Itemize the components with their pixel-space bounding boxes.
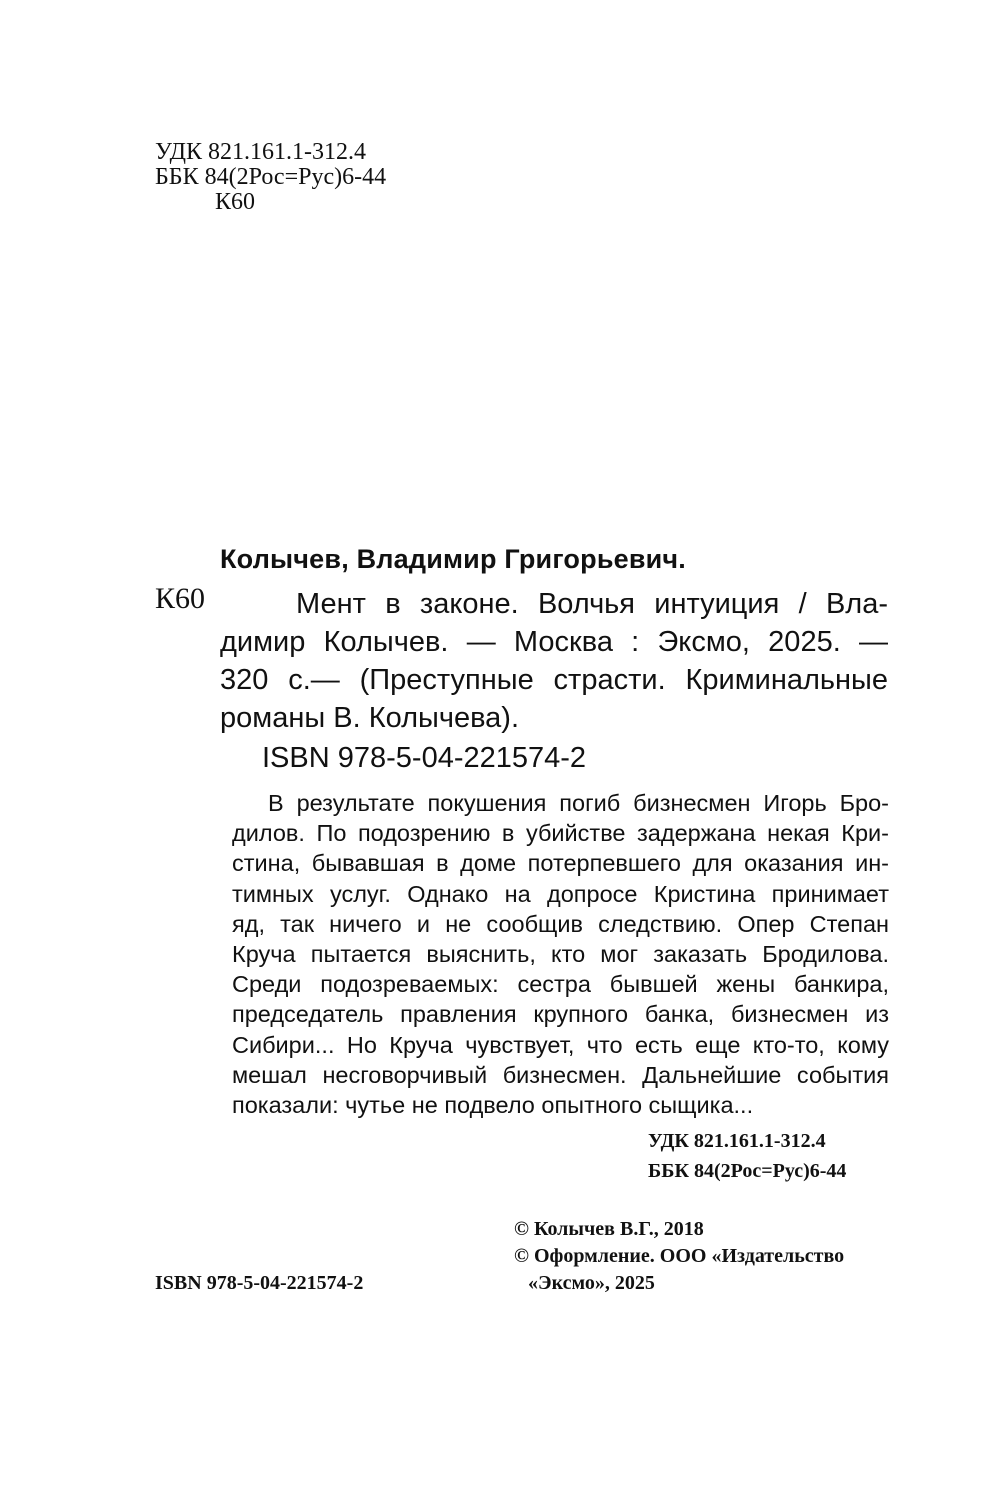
annotation-line: председатель правления крупного банка, бизнесмен из [232, 1001, 889, 1028]
record-author-mark: К60 [155, 582, 206, 615]
footer-udk: УДК 821.161.1-312.4 [648, 1130, 826, 1152]
description-line: романы В. Колычева). [220, 702, 520, 734]
top-udk: УДК 821.161.1-312.4 [155, 139, 366, 165]
annotation-line: яд, так ничего и не сообщив следствию. Опер Степан [232, 910, 889, 937]
annotation-line: мешал несговорчивый бизнесмен. Дальнейшие события [232, 1061, 889, 1088]
footer-isbn: ISBN 978-5-04-221574-2 [155, 1272, 364, 1294]
description-line: Мент в законе. Волчья интуиция / Вла- [296, 588, 888, 620]
footer-bbk: ББК 84(2Рос=Рус)6-44 [648, 1160, 847, 1182]
annotation-line: тимных услуг. Однако на допросе Кристина принимает [232, 880, 889, 907]
annotation-line: стина, бывавшая в доме потерпевшего для оказания ин- [232, 850, 889, 877]
copyright-author: © Колычев В.Г., 2018 [514, 1218, 704, 1240]
top-bbk: ББК 84(2Рос=Рус)6-44 [155, 164, 387, 190]
annotation-line: Сибири... Но Круча чувствует, что есть еще кто-то, кому [232, 1031, 889, 1058]
author-heading: Колычев, Владимир Григорьевич. [220, 544, 687, 574]
annotation-line: В результате покушения погиб бизнесмен Игорь Бро- [268, 790, 889, 816]
annotation [232, 788, 889, 1120]
top-author-mark: К60 [215, 189, 256, 215]
annotation-line: Круча пытается выяснить, кто мог заказать Бродилова. [232, 940, 889, 967]
annotation-line: показали: чутье не подвело опытного сыщика... [232, 1091, 754, 1118]
copyright-design: © Оформление. ООО «Издательство [514, 1245, 845, 1267]
annotation-line: дилов. По подозрению в убийстве задержана некая Кри- [232, 820, 889, 847]
copyright-design-cont: «Эксмо», 2025 [528, 1272, 655, 1294]
record-isbn: ISBN 978-5-04-221574-2 [262, 742, 587, 774]
description-line: димир Колычев. — Москва : Эксмо, 2025. — [220, 626, 888, 658]
description-line: 320 с.— (Преступные страсти. Криминальные [220, 664, 888, 696]
bibliographic-description [220, 585, 888, 737]
annotation-line: Среди подозреваемых: сестра бывшей жены банкира, [232, 971, 889, 998]
